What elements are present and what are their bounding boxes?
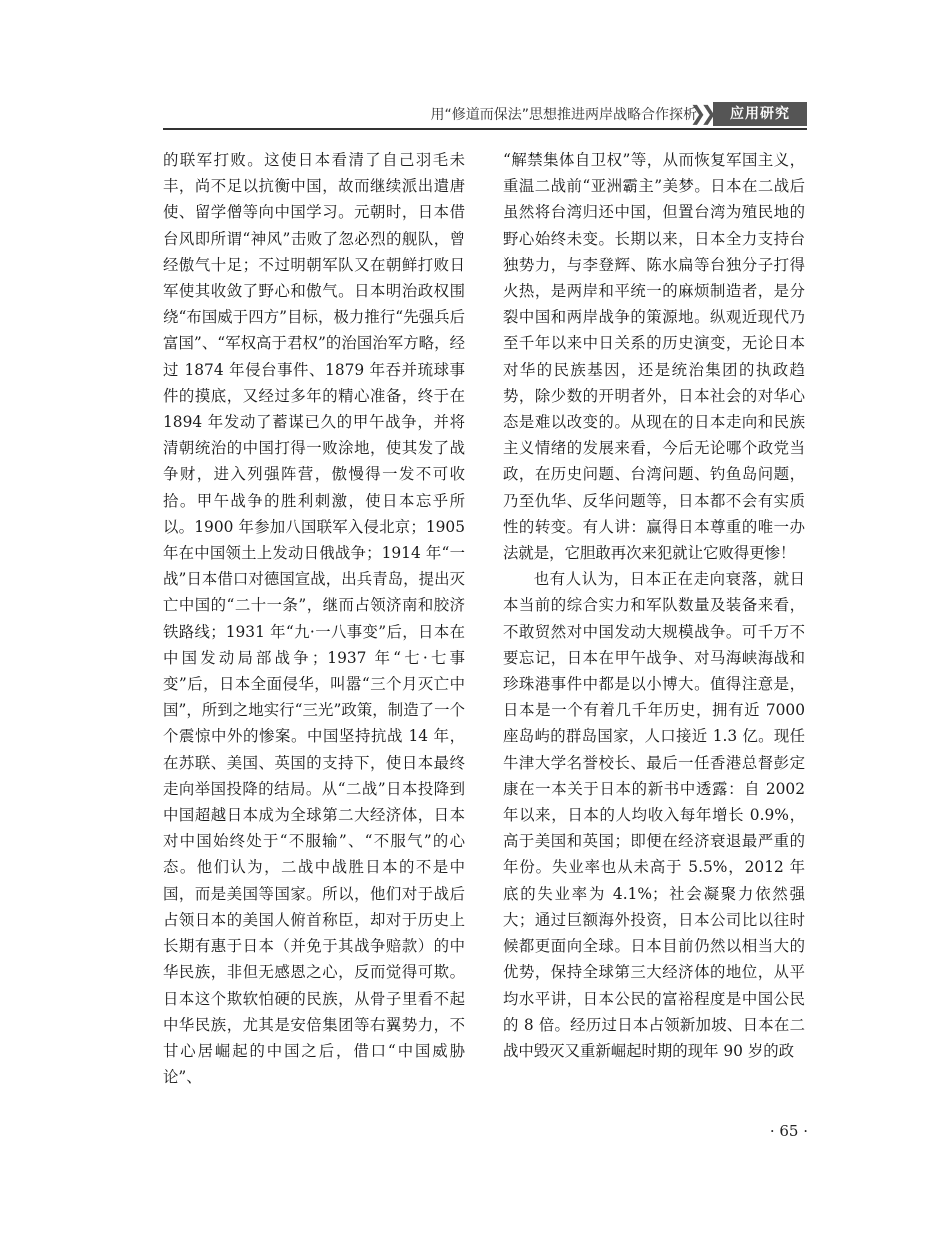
header-rule — [163, 128, 807, 130]
running-title: 用“修道而保法”思想推进两岸战略合作探析 — [430, 107, 697, 123]
left-paragraph-1: 的联军打败。这使日本看清了自己羽毛未丰，尚不足以抗衡中国，故而继续派出遣唐使、留学僧等向中国学习。元朝时，日本借台风即所谓“神风”击败了忽必烈的舰队，曾经傲气十足；不过明朝军队又在朝鲜打败日军使其收敛了野心和傲气。日本明治政权围绕“布国威于四方”目标，极力推行“先强兵后富国”、“军权高于君权”的治国治军方略，经过 1874 年侵台事件、1879 年吞并琉球事件的摸底，又经过多年的精心准备，终于在 1894 年发动了蓄谋已久的甲午战争，并将清朝统治的中国打得一败涂地，使其发了战争财，进入列强阵营，傲慢得一发不可收拾。甲午战争的胜利刺激，使日本忘乎所以。1900 年参加八国联军入侵北京；1905 年在中国领土上发动日俄战争；1914 年“一战”日本借口对德国宣战，出兵青岛，提出灭亡中国的“二十一条”，继而占领济南和胶济铁路线；1931 年“九·一八事变”后，日本在中国发动局部战争；1937 年“七·七事变”后，日本全面侵华，叫嚣“三个月灭亡中国”，所到之地实行“三光”政策，制造了一个个震惊中外的惨案。中国坚持抗战 14 年，在苏联、美国、英国的支持下，使日本最终走向举国投降的结局。从“二战”日本投降到中国超越日本成为全球第二大经济体，日本对中国始终处于“不服输”、“不服气”的心态。他们认为，二战中战胜日本的不是中国，而是美国等国家。所以，他们对于战后占领日本的美国人俯首称臣，却对于历史上长期有惠于日本（并免于其战争赔款）的中华民族，非但无感恩之心，反而觉得可欺。日本这个欺软怕硬的民族，从骨子里看不起中华民族，尤其是安倍集团等右翼势力，不甘心居崛起的中国之后，借口“中国威胁论”、 — [163, 151, 465, 1087]
right-column — [503, 147, 805, 1064]
double-chevron-icon: ❯❯ — [689, 101, 711, 125]
section-label: 应用研究 — [713, 102, 807, 126]
left-column — [163, 147, 465, 1090]
running-header — [163, 100, 807, 130]
right-paragraph-2: 也有人认为，日本正在走向衰落，就日本当前的综合实力和军队数量及装备来看，不敢贸然对中国发动大规模战争。可千万不要忘记，日本在甲午战争、对马海峡海战和珍珠港事件中都是以小博大。值得注意是，日本是一个有着几千年历史，拥有近 7000 座岛屿的群岛国家，人口接近 1.3 亿。现任牛津大学名誉校长、最后一任香港总督彭定康在一本关于日本的新书中透露：自 2002 年以来，日本的人均收入每年增长 0.9%，高于美国和英国；即便在经济衰退最严重的年份。失业率也从未高于 5.5%，2012 年底的失业率为 4.1%；社会凝聚力依然强大；通过巨额海外投资，日本公司比以往时候都更面向全球。日本目前仍然以相当大的优势，保持全球第三大经济体的地位，从平均水平讲，日本公民的富裕程度是中国公民的 8 倍。经历过日本占领新加坡、日本在二战中毁灭又重新崛起时期的现年 90 岁的政 — [503, 570, 805, 1060]
page-number: · 65 · — [769, 1122, 808, 1140]
right-paragraph-1: “解禁集体自卫权”等，从而恢复军国主义，重温二战前“亚洲霸主”美梦。日本在二战后虽然将台湾归还中国，但置台湾为殖民地的野心始终未变。长期以来，日本全力支持台独势力，与李登辉、陈水扁等台独分子打得火热，是两岸和平统一的麻烦制造者，是分裂中国和两岸战争的策源地。纵观近现代乃至千年以来中日关系的历史演变，无论日本对华的民族基因，还是统治集团的执政趋势，除少数的开明者外，日本社会的对华心态是难以改变的。从现在的日本走向和民族主义情绪的发展来看，今后无论哪个政党当政，在历史问题、台湾问题、钓鱼岛问题，乃至仇华、反华问题等，日本都不会有实质性的转变。有人讲：赢得日本尊重的唯一办法就是，它胆敢再次来犯就让它败得更惨！ — [503, 151, 805, 563]
